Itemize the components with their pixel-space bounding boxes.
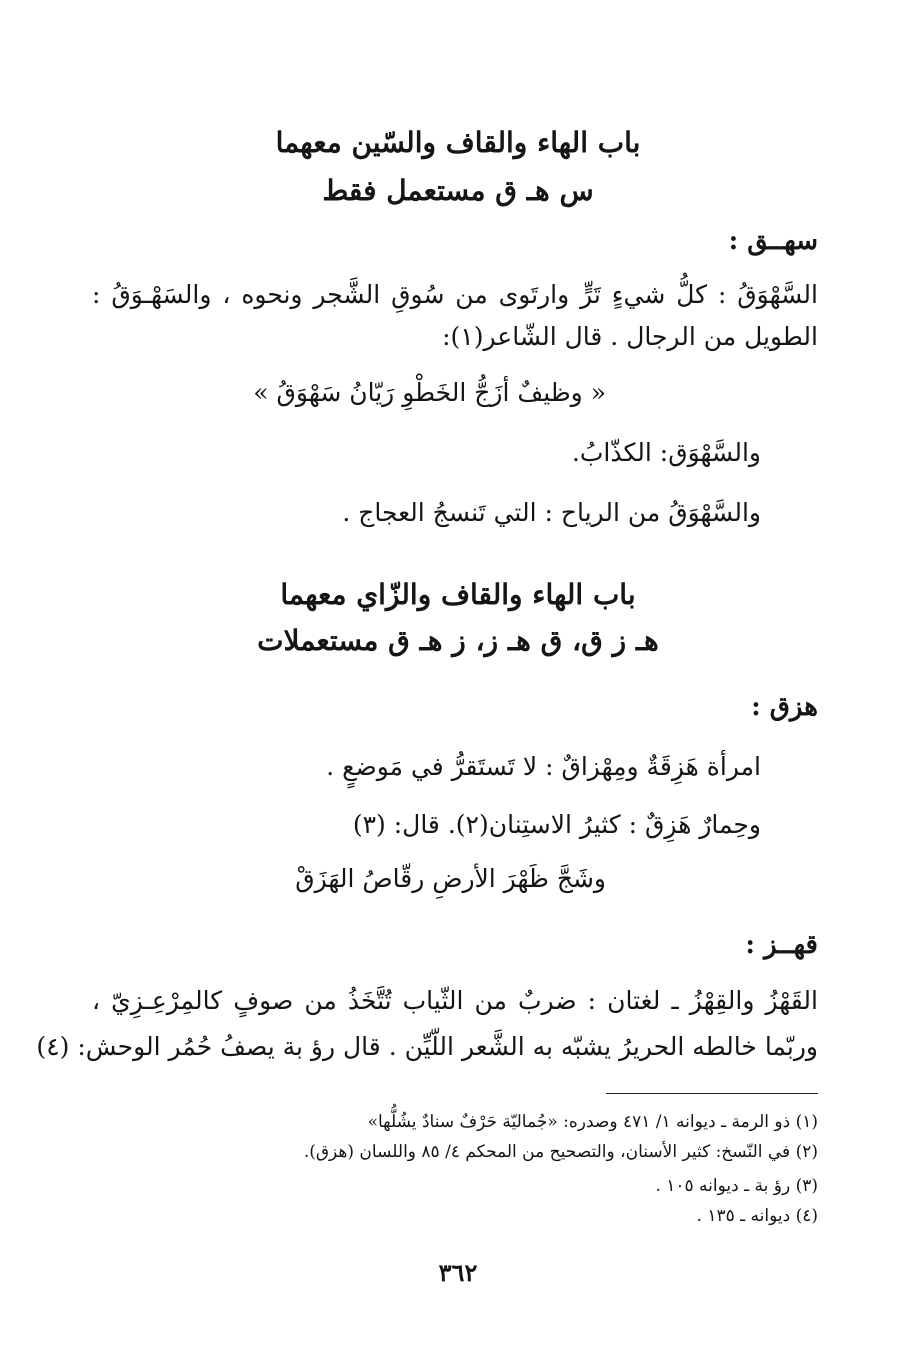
section-subtitle-haa-qaf-zay: هـ ز ق، ق هـ ز، ز هـ ق مستعملات xyxy=(257,624,659,657)
entry-heading-qahz: قهــز : xyxy=(745,930,818,960)
entry-qahz-line-1: القَهْزُ والقِهْزُ ـ لغتان : ضربٌ من الثّياب تُتَّخَذُ من صوفٍ كالمِرْعِـزِيّ ، xyxy=(92,986,818,1015)
page-number: ٣٦٢ xyxy=(438,1258,478,1287)
entry-qahz-line-2: وربّما خالطه الحريرُ يشبّه به الشَّعر اللّيِّن . قال رؤ بة يصفُ حُمُر الوحش: (٤) xyxy=(36,1032,818,1061)
section-subtitle-haa-qaf-sin: س هـ ق مستعمل فقط xyxy=(322,174,594,207)
entry-heading-sahq: سهــق : xyxy=(728,226,818,256)
footnote-1: (١) ذو الرمة ـ ديوانه ١/ ٤٧١ وصدره: «جُماليّة حَرْفٌ سنادٌ يشُلُّها» xyxy=(367,1112,818,1132)
entry-hazq-line-1: امرأة هَزِقَةٌ ومِهْزاقٌ : لا تَستَقرُّ في مَوضعٍ . xyxy=(326,752,761,781)
entry-sahq-line-2: الطويل من الرجال . قال الشّاعر(١): xyxy=(442,322,818,351)
footnote-2: (٢) في النّسخ: كثير الأسنان، والتصحيح من المحكم ٤/ ٨٥ واللسان (هزق). xyxy=(303,1142,818,1162)
entry-sahq-line-3: والسَّهْوَق: الكذّابُ. xyxy=(571,438,761,467)
verse-sahq: « وظيفٌ أزَجُّ الخَطْوِ رَيّانُ سَهْوَقُ » xyxy=(253,378,606,407)
entry-sahq-line-1: السَّهْوَقُ : كلُّ شيءٍ تَرٍّ وارتَوى من سُوقِ الشَّجر ونحوه ، والسَهْـوَقُ : xyxy=(92,280,818,309)
entry-heading-hazq: هزق : xyxy=(751,692,818,722)
footnote-separator xyxy=(606,1093,818,1094)
section-title-haa-qaf-zay: باب الهاء والقاف والزّاي معهما xyxy=(280,578,636,611)
verse-hazq: وشَجَّ ظَهْرَ الأرضِ رقّاصُ الهَزَقْ xyxy=(295,864,606,893)
footnote-3: (٣) رؤ بة ـ ديوانه ١٠٥ . xyxy=(655,1176,818,1196)
footnote-4: (٤) ديوانه ـ ١٣٥ . xyxy=(696,1206,818,1226)
entry-sahq-line-4: والسَّهْوَقُ من الرياح : التي تَنسجُ العجاج . xyxy=(342,498,761,527)
entry-hazq-line-2: وحِمارٌ هَزِقٌ : كثيرُ الاستِنان(٢). قال: (٣) xyxy=(352,810,761,839)
section-title-haa-qaf-sin: باب الهاء والقاف والسّين معهما xyxy=(275,126,641,159)
